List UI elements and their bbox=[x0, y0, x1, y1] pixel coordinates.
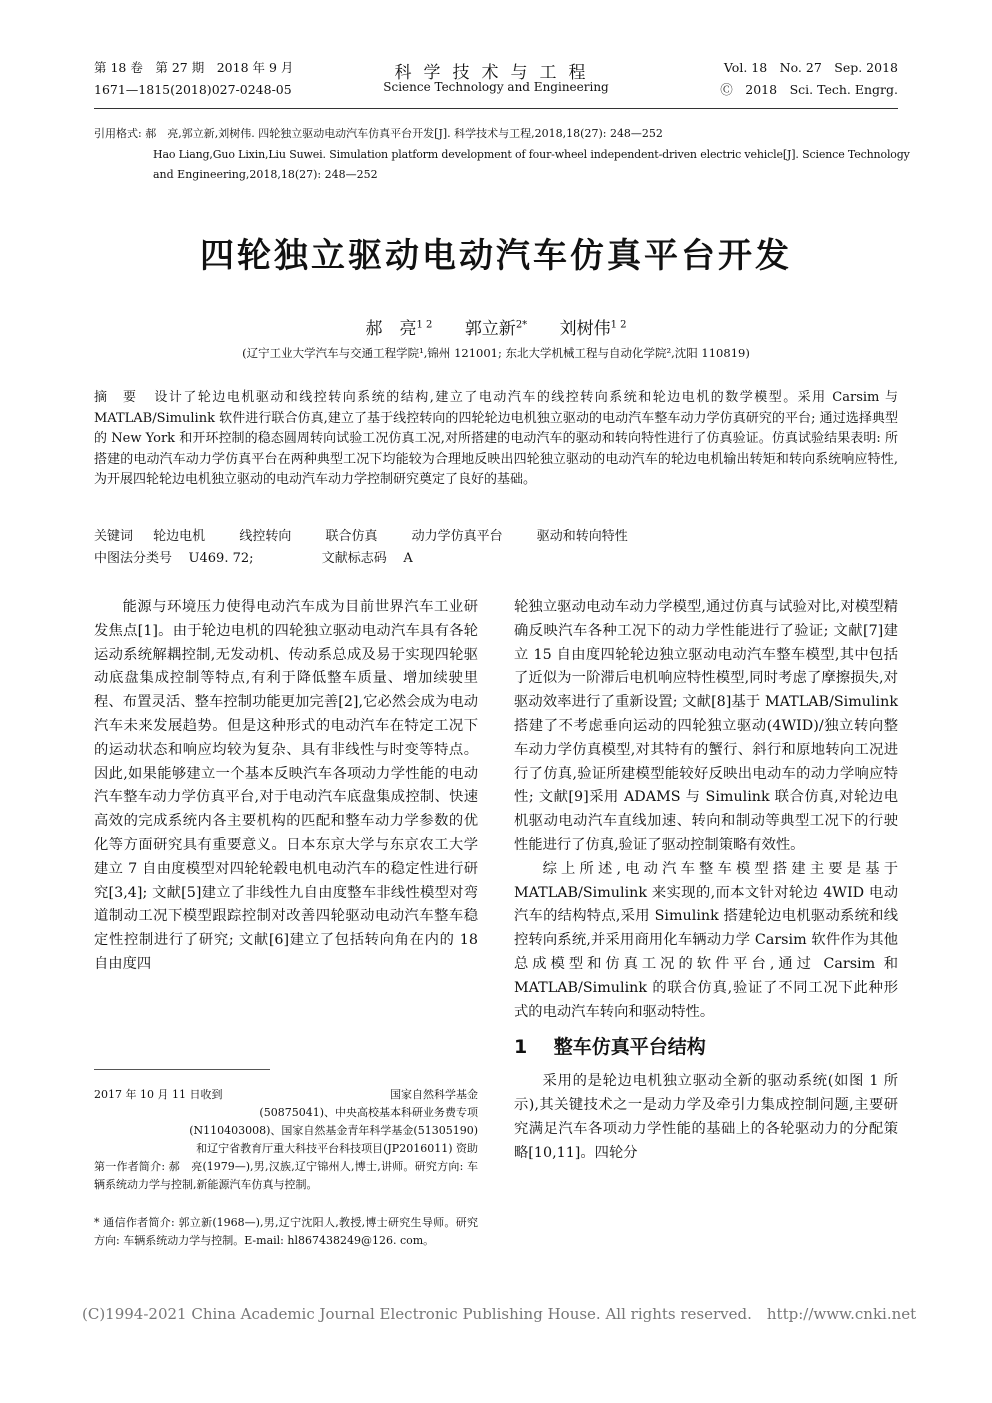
keyword: 线控转向 bbox=[239, 529, 292, 544]
volume-issue-en: Vol. 18 No. 27 Sep. 2018 bbox=[723, 60, 898, 75]
fund-line: 和辽宁省教育厅重大科技平台科技项目(JP2016011) 资助 bbox=[196, 1142, 478, 1155]
keyword: 驱动和转向特性 bbox=[536, 529, 628, 544]
footnote-rule bbox=[94, 1069, 270, 1070]
doc-code-value: A bbox=[403, 551, 413, 566]
abstract-label: 摘 要 bbox=[94, 390, 138, 405]
corresponding-author-bio: * 通信作者简介: 郭立新(1968—),男,辽宁沈阳人,教授,博士研究生导师。研究方向: 车辆系统动力学与控制。E-mail: hl867438249@126. com。 bbox=[94, 1216, 478, 1248]
abstract-text: 设计了轮边电机驱动和线控转向系统的结构,建立了电动汽车的线控转向系统和轮边电机的数学模型。采用 Carsim 与 MATLAB/Simulink 软件进行联合仿真,建立了基于线控转向的四轮轮边电机独立驱动的电动汽车整车动力学仿真研究的平台; 通过选择典型的 New York 和开环控制的稳态圆周转向试验工况仿真工况,对所搭建的电动汽车的驱动和转向特性进行了仿真验证。仿真试验结果表明: 所搭建的电动汽车动力学仿真平台在两种典型工况下均能较为合理地反映出四轮独立驱动的电动汽车的轮边电机输出转矩和转向系统响应特性,为开展四轮轮边电机独立驱动的电动汽车动力学控制研究奠定了良好的基础。 bbox=[94, 390, 898, 487]
journal-title-en: Science Technology and Engineering bbox=[383, 80, 609, 94]
copyright-line: Ⓒ 2018 Sci. Tech. Engrg. bbox=[720, 82, 898, 97]
author-list bbox=[0, 314, 992, 339]
journal-title-cn: 科学技术与工程 bbox=[394, 63, 598, 83]
keyword: 联合仿真 bbox=[325, 529, 378, 544]
author-name: 郭立新 bbox=[464, 319, 516, 339]
citation-en-1: Hao Liang,Guo Lixin,Liu Suwei. Simulation platform development of four-wheel independent-driven electric vehicle[J]. Science Technology bbox=[153, 148, 910, 161]
doc-code-label: 文献标志码 bbox=[321, 551, 387, 566]
section-title: 整车仿真平台结构 bbox=[553, 1036, 706, 1059]
body-paragraph: 采用的是轮边电机独立驱动全新的驱动系统(如图 1 所示),其关键技术之一是动力学及牵引力集成控制问题,主要研究满足汽车各项动力学性能的基础上的各轮驱动力的分配策略[10,11]。四轮分 bbox=[514, 1073, 898, 1161]
cnki-watermark: (C)1994-2021 China Academic Journal Electronic Publishing House. All rights reserved. http://www.cnki.net bbox=[82, 1305, 917, 1323]
section-number: 1 bbox=[514, 1036, 528, 1059]
volume-issue: 第 18 卷 第 27 期 2018 年 9 月 bbox=[94, 60, 294, 75]
classification bbox=[94, 549, 413, 569]
clc-value: U469. 72; bbox=[188, 551, 254, 566]
citation-en-2: and Engineering,2018,18(27): 248—252 bbox=[153, 168, 378, 181]
body-column-left bbox=[94, 596, 478, 977]
received-date: 2017 年 10 月 11 日收到 bbox=[94, 1088, 223, 1101]
section-heading bbox=[514, 1036, 898, 1060]
keywords-label: 关键词 bbox=[94, 529, 134, 544]
paper-title: 四轮独立驱动电动汽车仿真平台开发 bbox=[200, 236, 792, 276]
author-name: 郝 亮 bbox=[365, 319, 417, 339]
author-affil-mark: 2* bbox=[515, 319, 528, 331]
keywords bbox=[94, 527, 658, 547]
fund-line: (N110403008)、国家自然基金青年科学基金(51305190) bbox=[189, 1124, 478, 1137]
author-name: 刘树伟 bbox=[559, 319, 611, 339]
keyword: 轮边电机 bbox=[153, 529, 206, 544]
keyword: 动力学仿真平台 bbox=[411, 529, 503, 544]
author-affil-mark: 1 2 bbox=[610, 319, 627, 331]
affiliation: (辽宁工业大学汽车与交通工程学院¹,锦州 121001; 东北大学机械工程与自动化学院²,沈阳 110819) bbox=[242, 346, 750, 360]
fund-line: (50875041)、中央高校基本科研业务费专项 bbox=[259, 1106, 478, 1119]
author-affil-mark: 1 2 bbox=[416, 319, 433, 331]
body-paragraph: 轮独立驱动电动车动力学模型,通过仿真与试验对比,对模型精确反映汽车各种工况下的动力学性能进行了验证; 文献[7]建立 15 自由度四轮轮边独立驱动电动汽车整车模型,其中包括了近似为一阶滞后电机响应特性模型,同时考虑了摩擦损失,对驱动效率进行了重新设置; 文献[8]基于 MATLAB/Simulink 搭建了不考虑垂向运动的四轮独立驱动(4WID)/独立转向整车动力学仿真模型,对其特有的蟹行、斜行和原地转向工况进行了仿真,验证所建模型能较好反映出电动车的动力学响应特性; 文献[9]采用 ADAMS 与 Simulink 联合仿真,对轮边电机驱动电动汽车直线加速、转向和制动等典型工况下的行驶性能进行了仿真,验证了驱动控制策略有效性。 bbox=[514, 599, 898, 853]
body-column-right bbox=[514, 596, 898, 1165]
clc-label: 中图法分类号 bbox=[94, 551, 173, 566]
issn-code: 1671—1815(2018)027-0248-05 bbox=[94, 82, 292, 97]
header-rule bbox=[94, 108, 898, 109]
first-author-bio: 第一作者简介: 郝 亮(1979—),男,汉族,辽宁锦州人,博士,讲师。研究方向: 车辆系统动力学与控制,新能源汽车仿真与控制。 bbox=[94, 1160, 478, 1192]
abstract bbox=[94, 388, 898, 491]
citation-cn: 引用格式: 郝 亮,郭立新,刘树伟. 四轮独立驱动电动汽车仿真平台开发[J]. 科学技术与工程,2018,18(27): 248—252 bbox=[94, 127, 663, 140]
body-paragraph: 综上所述,电动汽车整车模型搭建主要是基于 MATLAB/Simulink 来实现的,而本文针对轮边 4WID 电动汽车的结构特点,采用 Simulink 搭建轮边电机驱动系统和线控转向系统,并采用商用化车辆动力学 Carsim 软件作为其他总成模型和仿真工况的软件平台,通过 Carsim 和 MATLAB/Simulink 的联合仿真,验证了不同工况下此种形式的电动汽车转向和驱动特性。 bbox=[514, 860, 898, 1020]
body-paragraph: 能源与环境压力使得电动汽车成为目前世界汽车工业研发焦点[1]。由于轮边电机的四轮独立驱动电动汽车具有各轮运动系统解耦控制,无发动机、传动系总成及易于实现四轮驱动底盘集成控制等特点,有利于降低整车质量、增加续驶里程、布置灵活、整车控制功能更加完善[2],它必然会成为电动汽车未来发展趋势。但是这种形式的电动汽车在特定工况下的运动状态和响应均较为复杂、具有非线性与时变等特点。因此,如果能够建立一个基本反映汽车各项动力学性能的电动汽车整车动力学仿真平台,对于电动汽车底盘集成控制、快速高效的完成系统内各主要机构的匹配和整车动力学参数的优化等方面研究具有重要意义。日本东京大学与东京农工大学建立 7 自由度模型对四轮轮毂电机电动汽车的稳定性进行研究[3,4]; 文献[5]建立了非线性九自由度整车非线性模型对弯道制动工况下模型跟踪控制对改善四轮驱动电动汽车整车稳定性控制进行了研究; 文献[6]建立了包括转向角在内的 18 自由度四 bbox=[94, 599, 478, 972]
fund-line: 国家自然科学基金 bbox=[390, 1088, 478, 1101]
